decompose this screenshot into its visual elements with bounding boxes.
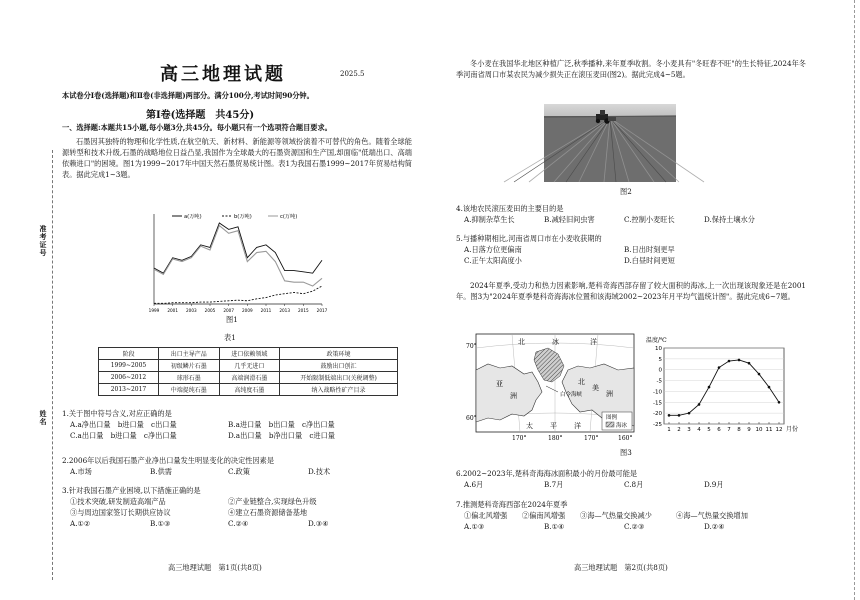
table-cell: 2006~2012 (99, 372, 159, 384)
map-label: 洋 (590, 338, 597, 346)
map-label: 北 (578, 378, 585, 386)
question-7-item-4: ④海—气热量交换增加 (676, 511, 748, 521)
fig1-legend-label: a(万吨) (184, 214, 202, 220)
question-7-option-d[interactable]: D.②④ (704, 522, 725, 532)
question-2-option-a[interactable]: A.市场 (70, 467, 92, 477)
temp-y-tick-label: 5 (658, 356, 662, 363)
table-row (99, 360, 398, 372)
map-label: 平 (550, 422, 557, 430)
fig1-series-line (154, 286, 322, 303)
temp-x-tick-label: 5 (707, 427, 711, 433)
temp-y-tick-label: -5 (656, 378, 662, 385)
figure-3-map (466, 330, 642, 446)
temp-x-axis-label: 月份 (786, 426, 799, 433)
lat-label: 60° (466, 415, 477, 422)
question-7-stem: 7.推测楚科奇海西部在2024年夏季 (456, 500, 568, 509)
table-cell: 1999~2005 (99, 360, 159, 372)
temp-y-tick-label: -25 (653, 422, 662, 428)
question-3-item-2: ②产业链整合,实现绿色升级 (228, 497, 317, 507)
temp-x-tick-label: 11 (765, 427, 773, 433)
lon-label: 170° (584, 435, 599, 442)
question-3-option-b[interactable]: B.①③ (150, 519, 171, 529)
map-label: 洋 (574, 422, 581, 430)
temp-x-tick-label: 7 (727, 427, 731, 433)
question-1-option-b[interactable]: B.a进口量 b出口量 c净出口量 (228, 420, 335, 430)
fig1-x-tick-label: 2003 (185, 308, 197, 313)
table-header-cell: 出口主导产品 (158, 348, 219, 360)
question-7 (456, 499, 806, 532)
question-3-option-c[interactable]: C.②④ (228, 519, 249, 529)
table-header-row (99, 348, 398, 360)
question-1 (62, 408, 412, 441)
table-cell: 鼓励出口创汇 (280, 360, 398, 372)
temp-point (698, 403, 701, 406)
section-title: 第Ⅰ卷(选择题 共45分) (146, 110, 255, 121)
question-2 (62, 455, 412, 477)
question-7-item-1: ①偏北风增强 (464, 511, 508, 521)
map-label: 亚 (496, 380, 503, 388)
temp-x-tick-label: 12 (775, 427, 783, 433)
question-5-option-c[interactable]: C.正午太阳高度小 (464, 256, 522, 266)
question-7-option-a[interactable]: A.①③ (464, 522, 485, 532)
question-1-option-c[interactable]: C.a出口量 b进口量 c净出口量 (70, 431, 177, 441)
temp-y-tick-label: -15 (653, 400, 662, 407)
table-header-cell: 政策环境 (280, 348, 398, 360)
map-label: 北 (518, 338, 525, 346)
fig1-x-tick-label: 2015 (297, 308, 309, 313)
question-7-item-3: ③海—气热量交换减少 (580, 511, 652, 521)
temp-x-tick-label: 8 (737, 427, 741, 433)
temp-line (669, 360, 779, 415)
fig1-x-tick-label: 2013 (279, 308, 291, 313)
table-1-caption: 表1 (224, 333, 236, 342)
binding-line (52, 150, 53, 580)
temp-y-tick-label: -20 (653, 411, 662, 418)
question-1-option-a[interactable]: A.a净出口量 b进口量 c出口量 (70, 420, 177, 430)
section-instruction: 一、选择题:本题共15小题,每小题3分,共45分。每小题只有一个选项符合题目要求。 (62, 123, 332, 132)
temp-y-axis-label: 温度/℃ (646, 337, 667, 344)
map-legend-item: 海冰 (616, 423, 628, 429)
question-3-item-3: ③与周边国家签订长期供应协议 (70, 508, 171, 518)
fig1-x-tick-label: 2005 (204, 308, 216, 313)
temp-y-tick-label: 0 (658, 367, 662, 374)
question-2-option-b[interactable]: B.供需 (150, 467, 172, 477)
temp-point (728, 360, 731, 363)
question-3-item-4: ④建立石墨资源储备基地 (228, 508, 308, 518)
fig1-x-tick-label: 2007 (223, 308, 235, 313)
temp-x-tick-label: 2 (677, 427, 681, 433)
lon-label: 180° (548, 435, 563, 442)
map-label: 洲 (510, 392, 517, 400)
question-3-option-d[interactable]: D.③④ (308, 519, 329, 529)
question-6-option-c[interactable]: C.8月 (624, 480, 644, 490)
page-1-footer: 高三地理试题 第1页(共8页) (168, 563, 262, 572)
question-6 (456, 468, 806, 490)
temp-axes (646, 336, 798, 433)
candidate-number-label: 准考证号 (39, 225, 48, 257)
passage-wheat: 冬小麦在我国华北地区种植广泛,秋季播种,来年夏季收割。冬小麦具有"冬旺春不旺"的生长特征,2024年冬季河南省周口市某农民为减少损失正在滚压麦田(图2)。据此完成4~5题。 (456, 59, 806, 80)
table-row (99, 384, 398, 396)
table-header-cell: 阶段 (99, 348, 159, 360)
table-cell: 开始限制低端出口(关税调整) (280, 372, 398, 384)
fig1-x-tick-label: 1999 (148, 308, 160, 313)
page-2-footer: 高三地理试题 第2页(共8页) (574, 563, 668, 572)
temp-x-tick-label: 3 (687, 427, 691, 433)
question-7-option-b[interactable]: B.①④ (544, 522, 565, 532)
temp-point (778, 401, 781, 404)
question-3 (62, 485, 412, 530)
question-1-stem: 1.关于图中符号含义,对应正确的是 (62, 409, 172, 418)
fig1-x-tick-label: 2009 (241, 308, 253, 313)
table-cell: 几乎无进口 (219, 360, 280, 372)
table-cell: 初级鳞片石墨 (158, 360, 219, 372)
table-cell: 高纯度石墨 (219, 384, 280, 396)
table-cell: 中端提纯石墨 (158, 384, 219, 396)
lon-label: 170° (512, 435, 527, 442)
question-6-option-d[interactable]: D.9月 (704, 480, 724, 490)
fig1-legend-label: c(万吨) (280, 214, 298, 220)
temp-x-tick-label: 10 (755, 427, 763, 433)
temp-y-tick-label: 10 (655, 346, 662, 352)
question-4 (456, 203, 806, 225)
temp-x-tick-label: 6 (717, 427, 721, 433)
temp-x-tick-label: 9 (747, 427, 751, 433)
table-cell: 球形石墨 (158, 372, 219, 384)
fig1-x-tick-label: 2011 (260, 308, 272, 313)
table-cell: 高端润滑石墨 (219, 372, 280, 384)
map-label: 冰 (552, 338, 559, 346)
temp-x-tick-label: 4 (697, 427, 701, 433)
fig1-legend (172, 212, 297, 220)
temp-x-tick-label: 1 (667, 427, 671, 433)
name-label: 姓名 (39, 410, 48, 426)
temp-point (758, 373, 761, 376)
table-row (99, 372, 398, 384)
table-cell: 2013~2017 (99, 384, 159, 396)
figure-3-temperature-chart (644, 330, 799, 446)
temp-point (718, 366, 721, 369)
question-5-option-b[interactable]: B.日出时刻更早 (624, 245, 675, 255)
question-7-option-c[interactable]: C.②③ (624, 522, 645, 532)
figure-2-caption: 图2 (620, 187, 632, 196)
temp-point (668, 414, 671, 417)
question-5-option-d[interactable]: D.白昼时间更短 (624, 256, 675, 266)
passage-graphite: 石墨因其独特的物理和化学性质,在航空航天、新材料、新能源等领域扮演着不可替代的角色。随着全球能源转型和技术升级,石墨的战略地位日益凸显,我国作为全球最大的石墨资源国和生产国,却面临"低端出口、高端依赖进口"的困境。图1为1999~2017年中国天然石墨贸易统计图。表1为我国石墨1999~2017年贸易结构简表。据此完成1~3题。 (62, 137, 412, 180)
question-5-stem: 5.与播种期相比,河南省周口市在小麦收获期的 (456, 234, 602, 243)
question-3-item-1: ①技术突破,研发制造高端产品 (70, 497, 166, 507)
table-1 (98, 347, 398, 396)
map-label: 洲 (606, 390, 613, 398)
temp-point (748, 362, 751, 365)
table-header-cell: 进口依赖领域 (219, 348, 280, 360)
fig1-legend-label: b(万吨) (234, 214, 252, 220)
figure-1-caption: 图1 (226, 315, 238, 324)
lat-label: 70° (466, 343, 477, 350)
question-1-option-d[interactable]: D.a出口量 b净出口量 c进口量 (228, 431, 335, 441)
question-2-option-d[interactable]: D.技术 (308, 467, 331, 477)
fig1-x-tick-label: 2001 (167, 308, 179, 313)
exam-title: 高三地理试题 (160, 64, 286, 85)
sea-ice-legend-swatch (606, 422, 614, 427)
question-3-stem: 3.针对我国石墨产业困境,以下措施正确的是 (62, 486, 201, 495)
figure-3-caption: 图3 (620, 448, 632, 457)
question-2-option-c[interactable]: C.政策 (228, 467, 250, 477)
question-4-stem: 4.该地农民滚压麦田的主要目的是 (456, 204, 564, 213)
question-5-option-a[interactable]: A.日落方位更偏南 (464, 245, 522, 255)
question-4-option-d[interactable]: D.保持土壤水分 (704, 215, 755, 225)
right-edge-line (854, 0, 855, 600)
question-5 (456, 233, 806, 266)
temp-point (768, 386, 771, 389)
question-4-option-c[interactable]: C.控制小麦旺长 (624, 215, 675, 225)
question-6-option-a[interactable]: A.6月 (464, 480, 484, 490)
map-legend-title: 图例 (606, 415, 618, 421)
temp-series (668, 359, 781, 417)
table-cell: 纳入战略性矿产目录 (280, 384, 398, 396)
exam-date: 2025.5 (340, 70, 365, 78)
bering-strait-label: 白令海峡 (560, 392, 583, 398)
map-label: 太 (526, 422, 533, 430)
passage-chukchi: 2024年夏季,受动力和热力因素影响,楚科奇海西部存留了较大面积的海冰,上一次出现该现象还是在2001年。图3为"2024年夏季楚科奇海海冰位置和该海域2002~2023年月平均气温统计图"。据此完成6~7题。 (456, 281, 806, 302)
question-3-option-a[interactable]: A.①② (70, 519, 91, 529)
question-6-stem: 6.2002~2023年,楚科奇海海冰面积最小的月份最可能是 (456, 469, 638, 478)
temp-point (708, 386, 711, 389)
lon-label: 160° (618, 435, 633, 442)
question-4-option-a[interactable]: A.抑制杂草生长 (464, 215, 515, 225)
question-7-item-2: ②偏南风增强 (522, 511, 566, 521)
figure-1-chart (138, 206, 328, 316)
fig1-series (154, 223, 322, 303)
question-4-option-b[interactable]: B.减轻旧间虫害 (544, 215, 595, 225)
temp-point (738, 359, 741, 362)
temp-frame (664, 348, 784, 424)
figure-2-photo (544, 104, 676, 182)
temp-point (688, 412, 691, 415)
exam-intro: 本试卷分Ⅰ卷(选择题)和Ⅱ卷(非选择题)两部分。满分100分,考试时间90分钟。 (62, 91, 314, 100)
fig1-x-tick-label: 2017 (316, 308, 328, 313)
temp-point (678, 414, 681, 417)
map-label: 美 (592, 384, 599, 392)
temp-y-tick-label: -10 (653, 389, 662, 396)
fig1-series-line (154, 226, 322, 286)
question-6-option-b[interactable]: B.7月 (544, 480, 564, 490)
question-2-stem: 2.2006年以后我国石墨产业净出口量发生明显变化的决定性因素是 (62, 456, 275, 465)
